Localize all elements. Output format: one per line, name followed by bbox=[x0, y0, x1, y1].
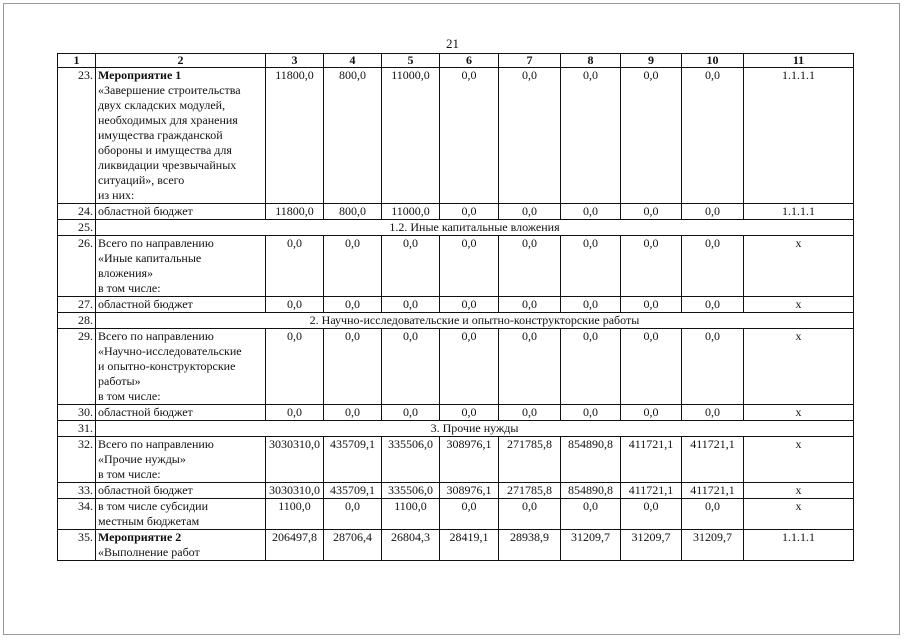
amount-cell: 0,0 bbox=[324, 236, 382, 297]
description-line: Всего по направлению bbox=[98, 437, 214, 451]
description-line: необходимых для хранения bbox=[98, 113, 238, 127]
description-line: ликвидации чрезвычайных bbox=[98, 158, 237, 172]
table-row bbox=[58, 483, 854, 499]
table-row bbox=[58, 68, 854, 204]
description-line: в том числе: bbox=[98, 467, 161, 481]
amount-cell: 26804,3 bbox=[382, 530, 440, 561]
column-header-11: 11 bbox=[744, 54, 854, 68]
amount-cell: 0,0 bbox=[324, 499, 382, 530]
amount-cell: 0,0 bbox=[621, 68, 682, 204]
indicator-code: х bbox=[744, 483, 854, 499]
row-description bbox=[96, 204, 266, 220]
section-title: 2. Научно-исследовательские и опытно-конструкторские работы bbox=[96, 313, 854, 329]
section-title: 1.2. Иные капитальные вложения bbox=[96, 220, 854, 236]
row-number: 35. bbox=[58, 530, 96, 561]
amount-cell: 0,0 bbox=[382, 297, 440, 313]
amount-cell: 11000,0 bbox=[382, 68, 440, 204]
amount-cell: 3030310,0 bbox=[266, 437, 324, 483]
amount-cell: 0,0 bbox=[561, 329, 621, 405]
description-line: местным бюджетам bbox=[98, 514, 200, 528]
row-description bbox=[96, 437, 266, 483]
row-description bbox=[96, 530, 266, 561]
row-number: 30. bbox=[58, 405, 96, 421]
amount-cell: 335506,0 bbox=[382, 483, 440, 499]
amount-cell: 31209,7 bbox=[621, 530, 682, 561]
description-line: работы» bbox=[98, 374, 141, 388]
measure-title: Мероприятие 1 bbox=[98, 68, 182, 82]
amount-cell: 0,0 bbox=[440, 204, 499, 220]
description-line: из них: bbox=[98, 188, 135, 202]
amount-cell: 435709,1 bbox=[324, 437, 382, 483]
amount-cell: 0,0 bbox=[621, 405, 682, 421]
row-description bbox=[96, 297, 266, 313]
table-row bbox=[58, 530, 854, 561]
description-line: «Выполнение работ bbox=[98, 545, 200, 559]
table-row bbox=[58, 499, 854, 530]
amount-cell: 411721,1 bbox=[682, 483, 744, 499]
description-line: «Научно-исследовательские bbox=[98, 344, 242, 358]
indicator-code: х bbox=[744, 405, 854, 421]
amount-cell: 11800,0 bbox=[266, 68, 324, 204]
amount-cell: 0,0 bbox=[324, 405, 382, 421]
amount-cell: 0,0 bbox=[682, 297, 744, 313]
row-number: 29. bbox=[58, 329, 96, 405]
amount-cell: 0,0 bbox=[440, 297, 499, 313]
section-row bbox=[58, 421, 854, 437]
amount-cell: 0,0 bbox=[682, 405, 744, 421]
row-number: 34. bbox=[58, 499, 96, 530]
column-header-1: 1 bbox=[58, 54, 96, 68]
budget-table bbox=[57, 53, 854, 561]
row-number: 26. bbox=[58, 236, 96, 297]
table-row bbox=[58, 297, 854, 313]
row-description bbox=[96, 499, 266, 530]
row-number: 27. bbox=[58, 297, 96, 313]
description-line: Всего по направлению bbox=[98, 236, 214, 250]
row-description bbox=[96, 236, 266, 297]
column-header-10: 10 bbox=[682, 54, 744, 68]
amount-cell: 0,0 bbox=[621, 297, 682, 313]
amount-cell: 800,0 bbox=[324, 68, 382, 204]
table-row bbox=[58, 236, 854, 297]
amount-cell: 0,0 bbox=[561, 405, 621, 421]
description-line: в том числе: bbox=[98, 389, 161, 403]
column-header-6: 6 bbox=[440, 54, 499, 68]
amount-cell: 271785,8 bbox=[499, 437, 561, 483]
description-line: в том числе субсидии bbox=[98, 499, 209, 513]
table-row bbox=[58, 329, 854, 405]
row-number: 33. bbox=[58, 483, 96, 499]
column-header-9: 9 bbox=[621, 54, 682, 68]
row-number: 31. bbox=[58, 421, 96, 437]
row-number: 25. bbox=[58, 220, 96, 236]
amount-cell: 0,0 bbox=[499, 329, 561, 405]
amount-cell: 0,0 bbox=[499, 236, 561, 297]
amount-cell: 0,0 bbox=[561, 236, 621, 297]
indicator-code: 1.1.1.1 bbox=[744, 68, 854, 204]
amount-cell: 0,0 bbox=[440, 329, 499, 405]
column-header-8: 8 bbox=[561, 54, 621, 68]
amount-cell: 0,0 bbox=[499, 68, 561, 204]
description-line: «Прочие нужды» bbox=[98, 452, 186, 466]
amount-cell: 0,0 bbox=[682, 204, 744, 220]
description-line: имущества гражданской bbox=[98, 128, 223, 142]
amount-cell: 0,0 bbox=[621, 499, 682, 530]
column-header-5: 5 bbox=[382, 54, 440, 68]
indicator-code: х bbox=[744, 236, 854, 297]
amount-cell: 0,0 bbox=[440, 236, 499, 297]
row-number: 23. bbox=[58, 68, 96, 204]
amount-cell: 411721,1 bbox=[621, 483, 682, 499]
amount-cell: 31209,7 bbox=[561, 530, 621, 561]
description-line: вложения» bbox=[98, 266, 154, 280]
row-description bbox=[96, 68, 266, 204]
section-title: 3. Прочие нужды bbox=[96, 421, 854, 437]
indicator-code: 1.1.1.1 bbox=[744, 530, 854, 561]
amount-cell: 0,0 bbox=[266, 297, 324, 313]
table-row bbox=[58, 204, 854, 220]
column-header-2: 2 bbox=[96, 54, 266, 68]
amount-cell: 308976,1 bbox=[440, 483, 499, 499]
amount-cell: 28706,4 bbox=[324, 530, 382, 561]
row-number: 32. bbox=[58, 437, 96, 483]
page-number: 21 bbox=[446, 36, 459, 51]
amount-cell: 31209,7 bbox=[682, 530, 744, 561]
column-header-3: 3 bbox=[266, 54, 324, 68]
amount-cell: 0,0 bbox=[324, 297, 382, 313]
amount-cell: 0,0 bbox=[621, 329, 682, 405]
section-row bbox=[58, 220, 854, 236]
amount-cell: 11000,0 bbox=[382, 204, 440, 220]
row-description bbox=[96, 483, 266, 499]
amount-cell: 308976,1 bbox=[440, 437, 499, 483]
amount-cell: 0,0 bbox=[682, 236, 744, 297]
row-description bbox=[96, 329, 266, 405]
description-line: областной бюджет bbox=[98, 483, 193, 497]
indicator-code: х bbox=[744, 437, 854, 483]
amount-cell: 435709,1 bbox=[324, 483, 382, 499]
table-body bbox=[58, 68, 854, 561]
description-line: и опытно-конструкторские bbox=[98, 359, 236, 373]
amount-cell: 0,0 bbox=[499, 499, 561, 530]
amount-cell: 0,0 bbox=[382, 405, 440, 421]
amount-cell: 0,0 bbox=[382, 236, 440, 297]
description-line: областной бюджет bbox=[98, 204, 193, 218]
amount-cell: 0,0 bbox=[682, 499, 744, 530]
section-row bbox=[58, 313, 854, 329]
amount-cell: 0,0 bbox=[561, 297, 621, 313]
amount-cell: 0,0 bbox=[561, 68, 621, 204]
amount-cell: 0,0 bbox=[561, 499, 621, 530]
amount-cell: 0,0 bbox=[266, 405, 324, 421]
amount-cell: 0,0 bbox=[266, 329, 324, 405]
indicator-code: 1.1.1.1 bbox=[744, 204, 854, 220]
header-row bbox=[58, 54, 854, 68]
amount-cell: 0,0 bbox=[324, 329, 382, 405]
amount-cell: 854890,8 bbox=[561, 437, 621, 483]
amount-cell: 206497,8 bbox=[266, 530, 324, 561]
column-header-7: 7 bbox=[499, 54, 561, 68]
amount-cell: 0,0 bbox=[382, 329, 440, 405]
indicator-code: х bbox=[744, 329, 854, 405]
amount-cell: 0,0 bbox=[561, 204, 621, 220]
table-row bbox=[58, 437, 854, 483]
amount-cell: 28419,1 bbox=[440, 530, 499, 561]
description-line: обороны и имущества для bbox=[98, 143, 232, 157]
amount-cell: 0,0 bbox=[682, 68, 744, 204]
indicator-code: х bbox=[744, 297, 854, 313]
description-line: Всего по направлению bbox=[98, 329, 214, 343]
amount-cell: 0,0 bbox=[682, 329, 744, 405]
description-line: ситуаций», всего bbox=[98, 173, 185, 187]
amount-cell: 0,0 bbox=[499, 204, 561, 220]
amount-cell: 0,0 bbox=[440, 68, 499, 204]
description-line: в том числе: bbox=[98, 281, 161, 295]
amount-cell: 11800,0 bbox=[266, 204, 324, 220]
amount-cell: 335506,0 bbox=[382, 437, 440, 483]
amount-cell: 411721,1 bbox=[682, 437, 744, 483]
row-description bbox=[96, 405, 266, 421]
table-row bbox=[58, 405, 854, 421]
row-number: 24. bbox=[58, 204, 96, 220]
amount-cell: 3030310,0 bbox=[266, 483, 324, 499]
row-number: 28. bbox=[58, 313, 96, 329]
amount-cell: 0,0 bbox=[499, 405, 561, 421]
indicator-code: х bbox=[744, 499, 854, 530]
amount-cell: 800,0 bbox=[324, 204, 382, 220]
measure-title: Мероприятие 2 bbox=[98, 530, 182, 544]
amount-cell: 0,0 bbox=[440, 405, 499, 421]
description-line: «Завершение строительства bbox=[98, 83, 241, 97]
amount-cell: 0,0 bbox=[440, 499, 499, 530]
amount-cell: 28938,9 bbox=[499, 530, 561, 561]
description-line: областной бюджет bbox=[98, 405, 193, 419]
amount-cell: 0,0 bbox=[621, 236, 682, 297]
amount-cell: 0,0 bbox=[499, 297, 561, 313]
column-header-4: 4 bbox=[324, 54, 382, 68]
amount-cell: 0,0 bbox=[621, 204, 682, 220]
description-line: областной бюджет bbox=[98, 297, 193, 311]
amount-cell: 411721,1 bbox=[621, 437, 682, 483]
description-line: «Иные капитальные bbox=[98, 251, 202, 265]
amount-cell: 1100,0 bbox=[382, 499, 440, 530]
amount-cell: 854890,8 bbox=[561, 483, 621, 499]
amount-cell: 271785,8 bbox=[499, 483, 561, 499]
amount-cell: 0,0 bbox=[266, 236, 324, 297]
amount-cell: 1100,0 bbox=[266, 499, 324, 530]
description-line: двух складских модулей, bbox=[98, 98, 226, 112]
